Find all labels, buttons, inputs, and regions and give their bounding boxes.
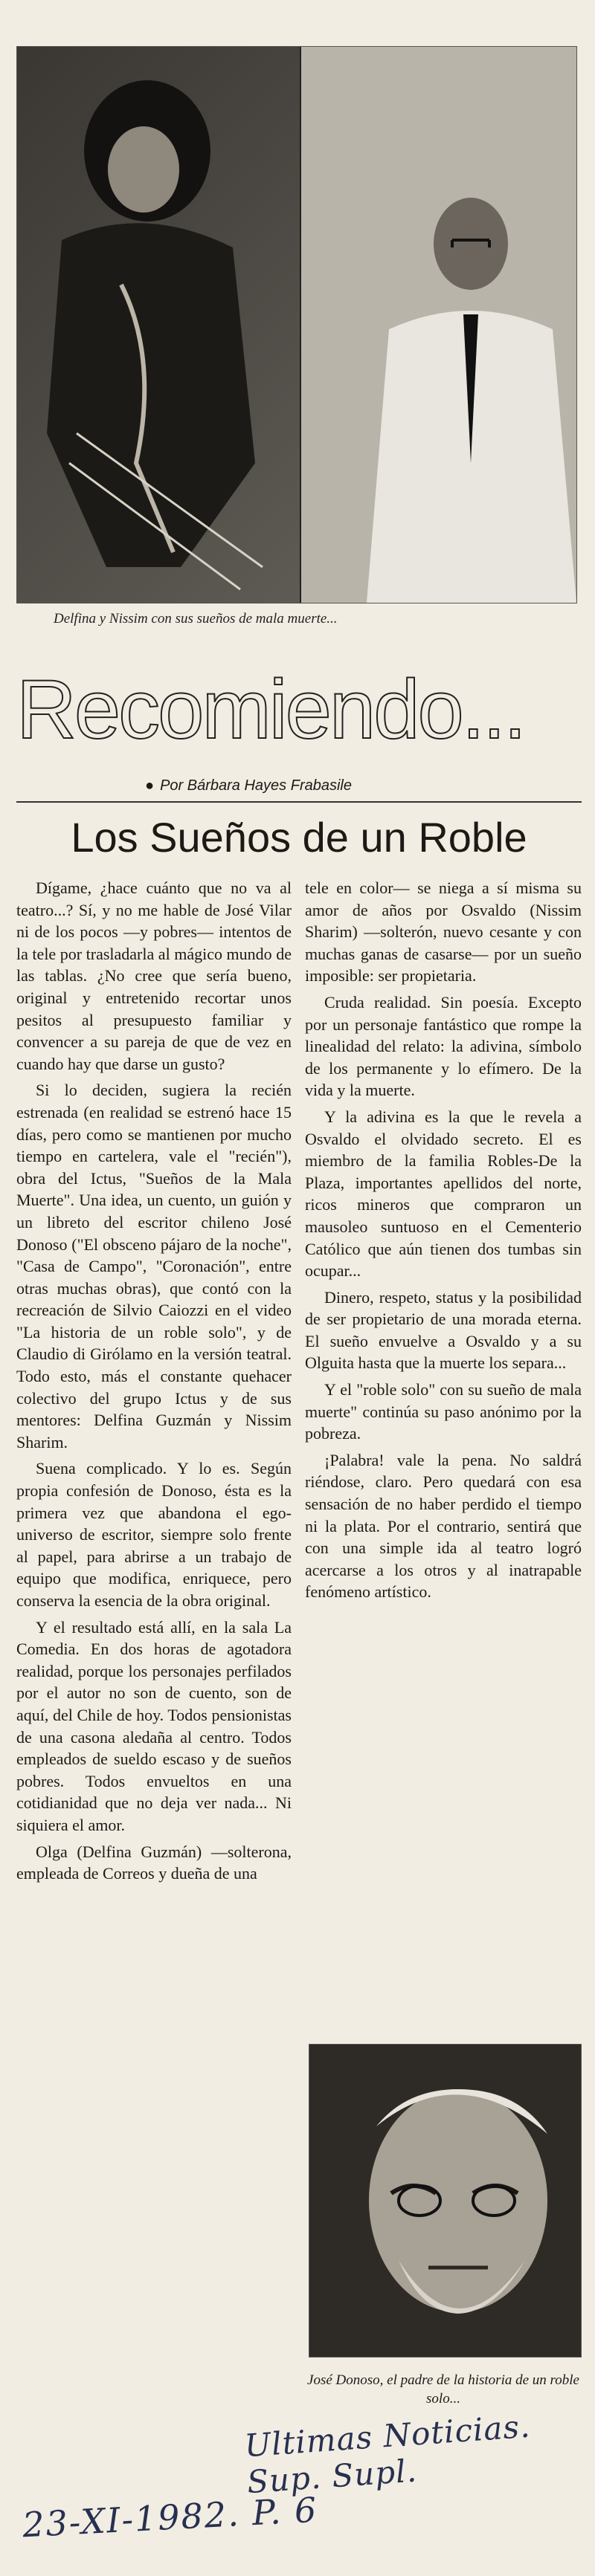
byline-text: Por Bárbara Hayes Frabasile xyxy=(160,777,352,794)
photo-delfina-nissim-image xyxy=(17,47,576,603)
paragraph: Y el resultado está allí, en la sala La Comedia. En dos horas de agotadora realidad, porque los personajes perfilados por el autor no son de cuento, son de aquí, del Chile de hoy. Todos pensionistas de una casona aledaña al centro. Todos empleados de sueldo escaso y de sueños pobres. Todos envueltos en una cotidianidad que no deja ver nada... Ni siquiera el amor. xyxy=(16,1617,292,1834)
section-masthead: Recomiendo... xyxy=(16,663,525,756)
paragraph: Si lo deciden, sugiera la recién estrenada (en realidad se estrenó hace 15 días, pero como se mantienen por mucho tiempo en cartelera, vale el "recién"), obra del Ictus, "Sueños de la Mala Muerte". Una idea, un cuento, un guión y un libreto del escritor chileno José Donoso ("El obsceno pájaro de la noche", "Casa de Campo", "Coronación", entre otras muchas obras), que contó con la recreación de Silvio Caiozzi en el video "La historia de un roble solo", y de Claudio di Girólamo en la versión teatral. Todo esto, más el constante quehacer colectivo del grupo Ictus y de sus mentores: Delfina Guzmán y Nissim Sharim. xyxy=(16,1081,292,1452)
photo-caption: Delfina y Nissim con sus sueños de mala muerte... xyxy=(54,611,338,627)
paragraph: Y la adivina es la que le revela a Osvaldo el olvidado secreto. El es miembro de la familia Robles-De la Plaza, importantes apellidos del norte, ricos mineros que compraron un mausoleo suntuoso en el Cementerio Católico que aún tienen dos tumbas sin ocupar... xyxy=(305,1107,582,1281)
photo-delfina-nissim xyxy=(16,46,577,603)
paragraph: Suena complicado. Y lo es. Según propia confesión de Donoso, ésta es la primera vez que abandona el ego-universo de escritor, siempre solo frente al papel, para abrirse a un trabajo de equipo que modifica, enriquece, pero conserva la esencia de la obra original. xyxy=(16,1459,292,1610)
byline xyxy=(145,777,352,795)
photo-jose-donoso xyxy=(309,2044,582,2357)
article-headline: Los Sueños de un Roble xyxy=(71,814,527,861)
photo-caption-donoso: José Donoso, el padre de la historia de un roble solo... xyxy=(307,2372,579,2407)
paragraph: Cruda realidad. Sin poesía. Excepto por un personaje fantástico que rompe la linealidad del relato: la adivina, símbolo de los permanente y lo efímero. De la vida y la muerte. xyxy=(305,992,582,1100)
article-column-left xyxy=(16,877,292,2557)
article-column-right xyxy=(305,877,582,2036)
paragraph: Y el "roble solo" con su sueño de mala muerte" continúa su paso anónimo por la pobreza. xyxy=(305,1380,582,1443)
divider xyxy=(16,801,582,803)
paragraph: ¡Palabra! vale la pena. No saldrá riéndose, claro. Pero quedará con esa sensación de no haber perdido el tiempo ni la plata. Por el contrario, sentirá que con una simple ida al teatro logró acercarse a los otros y al inatrapable fenómeno artístico. xyxy=(305,1450,582,1602)
paragraph: Dinero, respeto, status y la posibilidad de ser propietario de una morada eterna. El sueño envuelve a Osvaldo y a su Olguita hasta que la muerte los separa... xyxy=(305,1287,582,1373)
paragraph: Dígame, ¿hace cuánto que no va al teatro...? Sí, y no me hable de José Vilar ni de los pocos —y pobres— intentos de la tele por trasladarla al mágico mundo de las tablas. ¿No cree que sería bueno, original y entretenido recortar unos pesitos al presupuesto familiar y convencer a su pareja de que de vez en cuando hay que darse un gusto? xyxy=(16,878,292,1073)
photo-jose-donoso-image xyxy=(309,2045,581,2357)
paragraph: tele en color— se niega a sí misma su amor de años por Osvaldo (Nissim Sharim) —solterón, nuevo cesante y con muchas ganas de casarse— por un sueño imposible: ser propietaria. xyxy=(305,878,582,986)
paragraph: Olga (Delfina Guzmán) —solterona, empleada de Correos y dueña de una xyxy=(16,1842,292,1883)
handwritten-date: 23-XI-1982. P. 6 xyxy=(21,2489,319,2546)
bullet-icon: ● xyxy=(145,777,155,794)
handwritten-source: Ultimas Noticias. Sup. Supl. xyxy=(243,2407,532,2501)
